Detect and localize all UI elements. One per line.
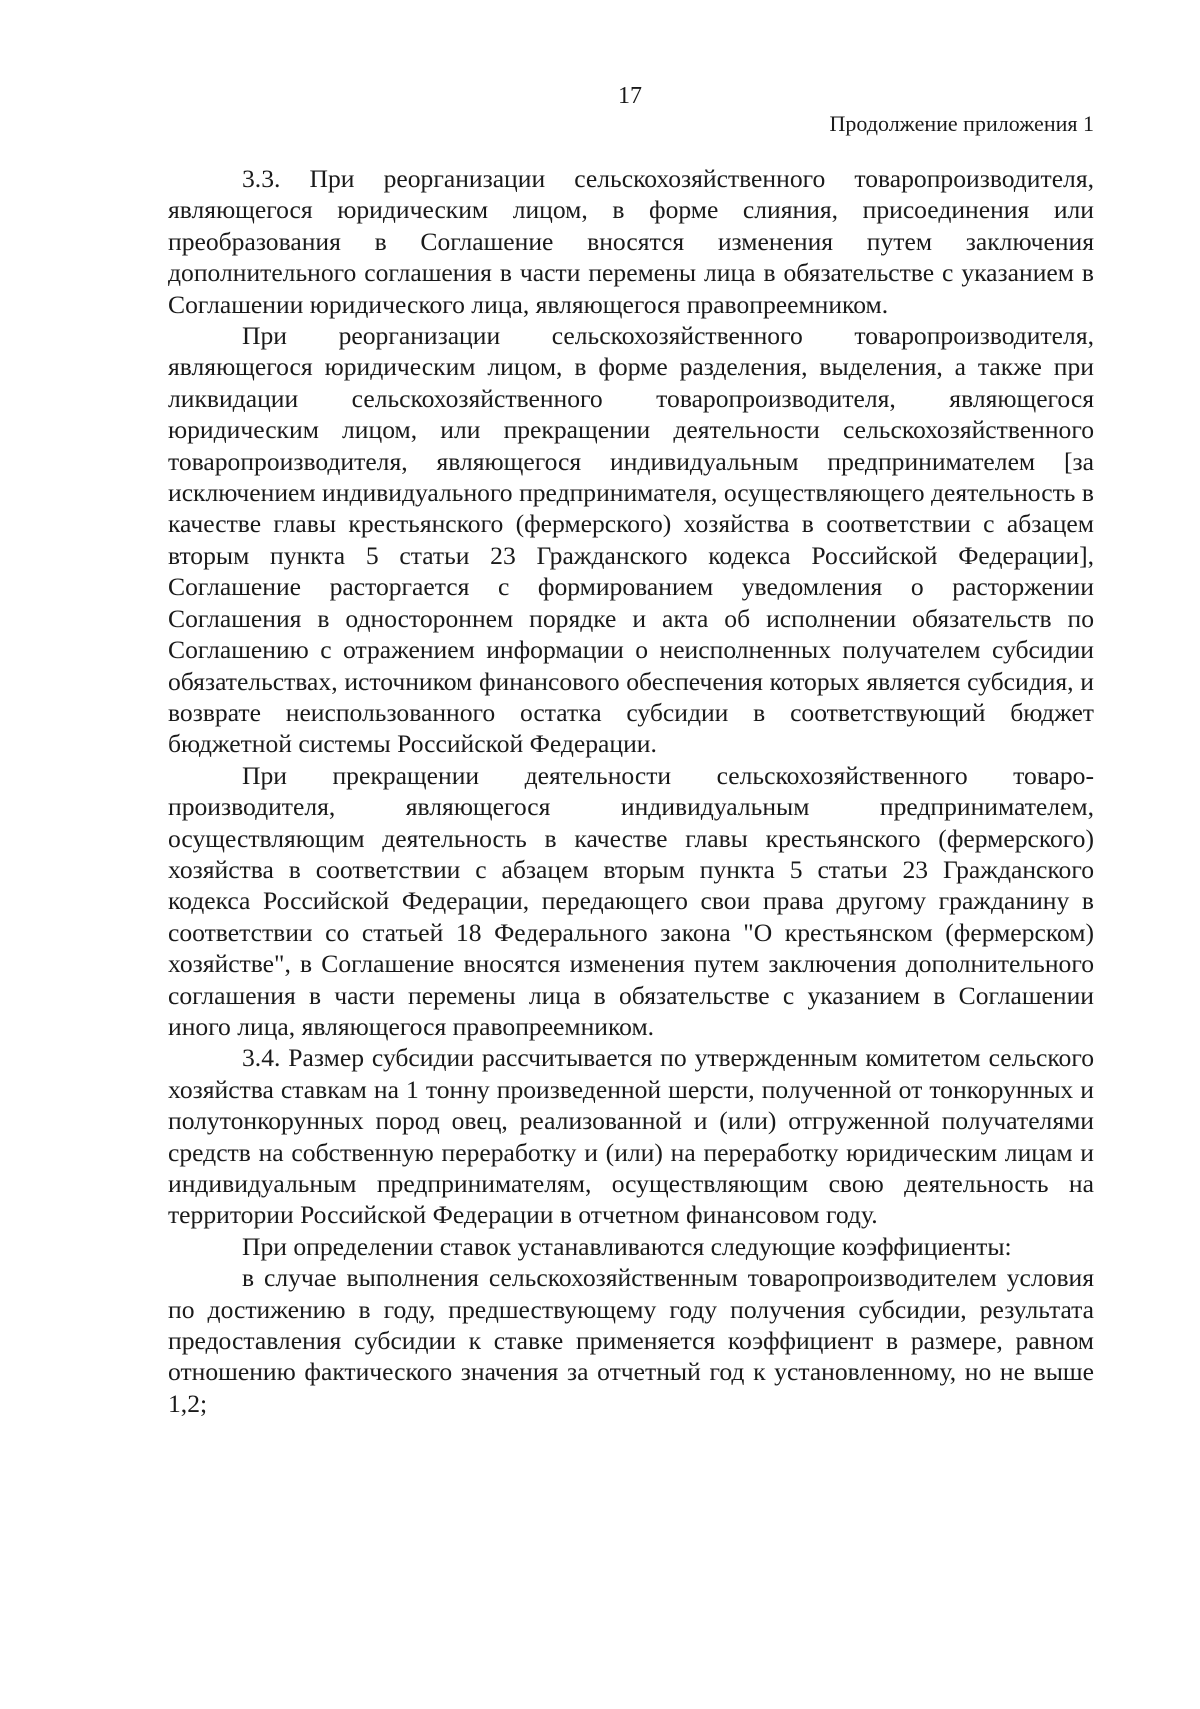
document-body [168,163,1094,1419]
appendix-continuation-label: Продолжение приложения 1 [829,111,1094,136]
paragraph-coefficients-intro: При определении ставок устанавливаются следующие коэффициенты: [242,1231,1012,1261]
paragraph-reorganization-termination: При реорганизации сельскохозяйственного товаропроизводителя, являющегося юридическим лицом, в форме разделения, выделения, а также при ликвидации сельскохозяйственного товаропроизводителя, являющегося юридическим лицом, или прекращении деятельности сельскохозяйственного товаропроизводителя, являющегося индивидуальным предпринимателем [за исключением индивидуального предпринимателя, осуществляющего деятельность в качестве главы крестьянского (фермерского) хозяйства в соответствии с абзацем вторым пункта 5 статьи 23 Гражданского кодекса Российской Федерации], Соглашение расторгается с формированием уведомления о расторжении Соглашения в одностороннем порядке и акта об исполнении обязательств по Соглашению с отражением информации о неисполненных получателем субсидии обязательствах, источником финансового обеспечения которых является субсидия, и возврате неиспользованного остатка субсидии в соответствующий бюджет бюджетной системы Российской Федерации. [168,321,1094,759]
paragraph-coefficient-condition: в случае выполнения сельскохозяйственным товаропроизводителем условия по достижению в году, предшествующему году получения субсидии, результата предоставления субсидии к ставке применяется коэффициент в размере, равном отношению фактического значения за отчетный год к установленному, но не выше 1,2; [168,1263,1094,1418]
paragraph-3-4: 3.4. Размер субсидии рассчитывается по утвержденным комитетом сельского хозяйства ставкам на 1 тонну произведенной шерсти, полученной от тонкорунных и полутонкорунных пород овец, реализованной и (или) отгруженной получателями средств на собственную переработку и (или) на переработку юридическим лицам и индивидуальным предпринимателям, осуществляющим свою деятельность на территории Российской Федерации в отчетном финансовом году. [168,1043,1094,1230]
paragraph-3-3: 3.3. При реорганизации сельскохозяйственного товаропроизводителя, являющегося юридическим лицом, в форме слияния, присоединения или преобразования в Соглашение вносятся изменения путем заключения дополнительного соглашения в части перемены лица в обязательстве с указанием в Соглашении юридического лица, являющегося правопреемником. [168,164,1094,319]
page-number: 17 [618,83,642,109]
paragraph-farm-head-termination: При прекращении деятельности сельскохозяйственного товаропроизводителя, являющегося индивидуальным предпринимателем, осуществляющим деятельность в качестве главы крестьянского (фермерского) хозяйства в соответствии с абзацем вторым пункта 5 статьи 23 Гражданского кодекса Российской Федерации, передающего свои права другому гражданину в соответствии со статьей 18 Федерального закона "О крестьянском (фермерском) хозяйстве", в Соглашение вносятся изменения путем заключения дополнительного соглашения в части перемены лица в обязательстве с указанием в Соглашении иного лица, являющегося правопреемником. [168,760,1094,1041]
